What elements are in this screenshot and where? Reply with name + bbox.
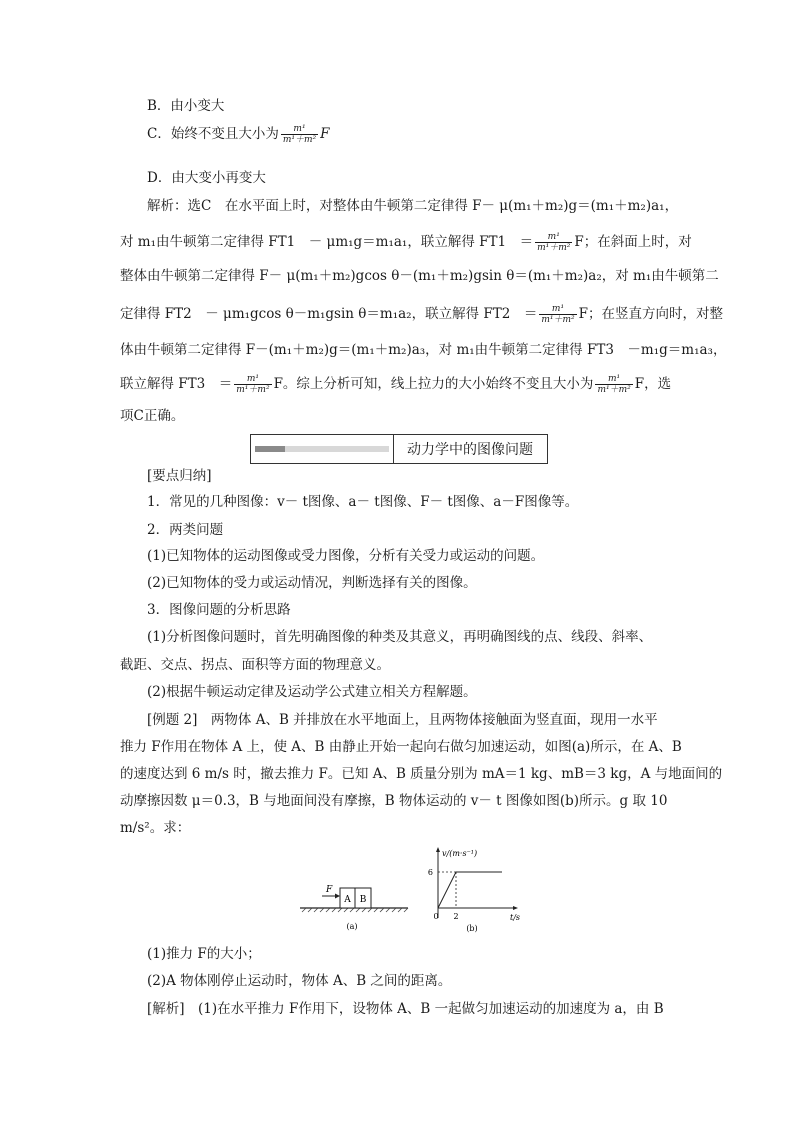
figure-a — [300, 885, 408, 931]
example-figure — [290, 840, 530, 940]
example-line-5: m/s²。求： — [120, 820, 191, 836]
figure-a-caption: (a) — [346, 922, 358, 931]
section-header — [250, 434, 548, 464]
example-line-4: 动摩擦因数 μ＝0.3，B 与地面间没有摩擦，B 物体运动的 v－ t 图像如图(b)所示。g 取 10 — [120, 793, 668, 809]
analysis-line-6: 联立解得 FT3 ＝ $\frac{\text{m¹}}{\text{m¹＋m²}}$ F。综上分析可知，线上拉力的大小始终不变且大小为 $\frac{\text{m¹}}{\text{m¹＋m²}}$ F，选 — [120, 374, 672, 395]
analysis-line-5: 体由牛顿第二定律得 F－(m₁＋m₂)g＝(m₁＋m₂)a₃，对 m₁由牛顿第二定律得 FT3 －m₁g＝m₁a₃， — [120, 342, 727, 358]
summary-p3-1a: (1)分析图像问题时，首先明确图像的种类及其意义，再明确图线的点、线段、斜率、 — [147, 629, 653, 645]
tick-y-6: 6 — [427, 868, 433, 877]
summary-p3: 3．图像问题的分析思路 — [147, 602, 291, 618]
summary-p1: 1．常见的几种图像：v－ t图像、a－ t图像、F－ t图像、a－F图像等。 — [147, 494, 579, 510]
block-b-label: B — [359, 895, 367, 905]
vt-graph-line — [438, 872, 502, 908]
analysis-line-2: 对 m₁由牛顿第二定律得 FT1 － μm₁g＝m₁a₁，联立解得 FT1 ＝ $\frac{\text{m¹}}{\text{m¹＋m²}}$ F；在斜面上时，对 — [120, 232, 692, 253]
section-divider — [393, 435, 394, 463]
summary-p2: 2．两类问题 — [147, 522, 224, 538]
analysis-line-3: 整体由牛顿第二定律得 F－ μ(m₁＋m₂)gcos θ－(m₁＋m₂)gsin θ＝(m₁＋m₂)a₂，对 m₁由牛顿第二 — [120, 268, 719, 284]
option-b: B．由小变大 — [147, 98, 225, 114]
analysis-line-4: 定律得 FT2 － μm₁gcos θ－m₁gsin θ＝m₁a₂，联立解得 FT2 ＝ $\frac{\text{m¹}}{\text{m¹＋m²}}$ F；在竖直方向时，对整 — [120, 304, 724, 325]
tick-origin: 0 — [433, 912, 439, 921]
question-2: (2)A 物体刚停止运动时，物体 A、B 之间的距离。 — [147, 973, 452, 989]
v-axis-label: v/(m·s⁻¹) — [442, 849, 478, 858]
force-arrowhead — [335, 894, 340, 899]
section-tag-mark — [255, 446, 285, 452]
t-axis-arrow — [513, 906, 518, 910]
tick-x-2: 2 — [453, 912, 459, 921]
summary-heading: [要点归纳] — [147, 468, 212, 484]
analysis-line-7: 项C正确。 — [120, 408, 185, 424]
figure-b-caption: (b) — [466, 924, 478, 933]
solution-start: [解析] (1)在水平推力 F作用下，设物体 A、B 一起做匀加速运动的加速度为 a，由 B — [147, 1001, 664, 1017]
v-axis-arrow — [436, 847, 440, 852]
example-line-3: 的速度达到 6 m/s 时，撤去推力 F。已知 A、B 质量分别为 mA＝1 kg、mB＝3 kg，A 与地面间的 — [120, 766, 723, 782]
force-label: F — [326, 885, 333, 895]
question-1: (1)推力 F的大小； — [147, 946, 261, 962]
option-c: C．始终不变且大小为 $\frac{\text{m¹}}{\text{m¹＋m²}}$ F — [147, 124, 330, 145]
summary-p3-1b: 截距、交点、拐点、面积等方面的物理意义。 — [120, 657, 390, 673]
analysis-line-1: 解析：选C 在水平面上时，对整体由牛顿第二定律得 F－ μ(m₁＋m₂)g＝(m₁＋m₂)a₁， — [147, 198, 679, 214]
fraction: $\frac{\text{m¹}}{\text{m¹＋m²}}$ — [282, 124, 317, 145]
t-axis-label: t/s — [510, 913, 521, 922]
block-a-label: A — [344, 895, 351, 905]
figure-b — [428, 847, 520, 933]
example-line-1: [例题 2] 两物体 A、B 并排放在水平地面上，且两物体接触面为竖直面，现用一水平 — [147, 712, 658, 728]
option-d: D．由大变小再变大 — [147, 170, 266, 186]
example-line-2: 推力 F作用在物体 A 上，使 A、B 由静止开始一起向右做匀加速运动，如图(a)所示，在 A、B — [120, 739, 682, 755]
summary-p2-2: (2)已知物体的受力或运动情况，判断选择有关的图像。 — [147, 575, 477, 591]
summary-p3-2: (2)根据牛顿运动定律及运动学公式建立相关方程解题。 — [147, 684, 477, 700]
section-title: 动力学中的图像问题 — [407, 442, 533, 458]
summary-p2-1: (1)已知物体的运动图像或受力图像，分析有关受力或运动的问题。 — [147, 548, 545, 564]
